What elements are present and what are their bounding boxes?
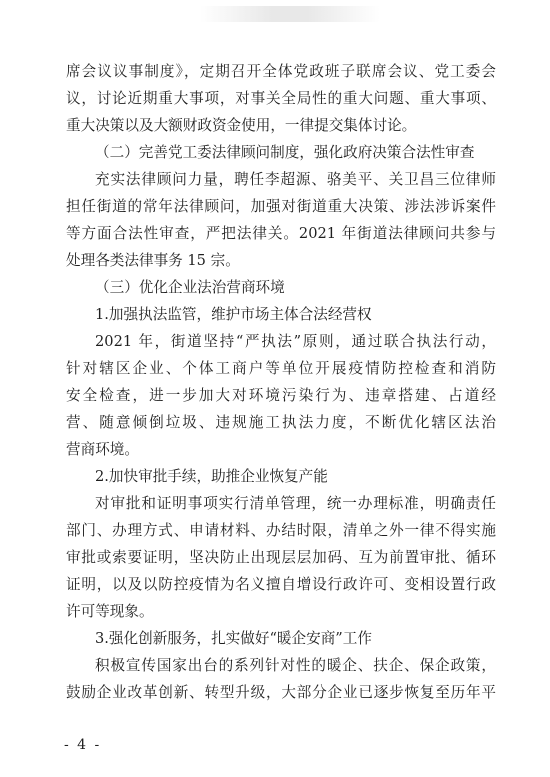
body-line: 积极宣传国家出台的系列针对性的暖企、扶企、保企政策，	[95, 657, 496, 674]
body-line: 处理各类法律事务 15 宗。	[66, 252, 240, 269]
subsection-heading: 1.加强执法监管，维护市场主体合法经营权	[95, 306, 372, 323]
body-line: 2021 年，街道坚持“严执法”原则，通过联合执法行动，	[95, 333, 496, 350]
subsection-heading: 3.强化创新服务，扎实做好“暖企安商”工作	[95, 630, 372, 647]
page-number: - 4 -	[64, 737, 102, 753]
document-body	[66, 58, 496, 706]
section-heading: （三）优化企业法治营商环境	[95, 279, 285, 296]
body-line: 证明，以及以防控疫情为名义擅自增设行政许可、变相设置行政	[66, 576, 496, 593]
body-line: 针对辖区企业、个体工商户等单位开展疫情防控检查和消防	[66, 360, 496, 377]
body-line: 重大决策以及大额财政资金使用，一律提交集体讨论。	[66, 117, 417, 134]
body-line: 鼓励企业改革创新、转型升级，大部分企业已逐步恢复至历年平	[66, 684, 496, 701]
body-line: 充实法律顾问力量，聘任李超源、骆美平、关卫昌三位律师	[95, 171, 496, 188]
section-heading: （二）完善党工委法律顾问制度，强化政府决策合法性审查	[95, 144, 475, 161]
body-line: 担任街道的常年法律顾问，加强对街道重大决策、涉法涉诉案件	[66, 198, 496, 215]
scan-artifact	[200, 6, 380, 22]
body-line: 营、随意倾倒垃圾、违规施工执法力度，不断优化辖区法治	[66, 414, 496, 431]
body-line: 对审批和证明事项实行清单管理，统一办理标准，明确责任	[95, 495, 496, 512]
body-line: 部门、办理方式、申请材料、办结时限，清单之外一律不得实施	[66, 522, 496, 539]
body-line: 等方面合法性审查，严把法律关。2021 年街道法律顾问共参与	[66, 225, 496, 242]
body-line: 许可等现象。	[66, 603, 154, 620]
body-line: 议，讨论近期重大事项，对事关全局性的重大问题、重大事项、	[66, 90, 496, 107]
body-line: 安全检查，进一步加大对环境污染行为、违章搭建、占道经	[66, 387, 496, 404]
body-line: 席会议议事制度》，定期召开全体党政班子联席会议、党工委会	[66, 63, 496, 80]
body-line: 营商环境。	[66, 441, 139, 458]
body-line: 审批或索要证明，坚决防止出现层层加码、互为前置审批、循环	[66, 549, 496, 566]
subsection-heading: 2.加快审批手续，助推企业恢复产能	[95, 468, 328, 485]
